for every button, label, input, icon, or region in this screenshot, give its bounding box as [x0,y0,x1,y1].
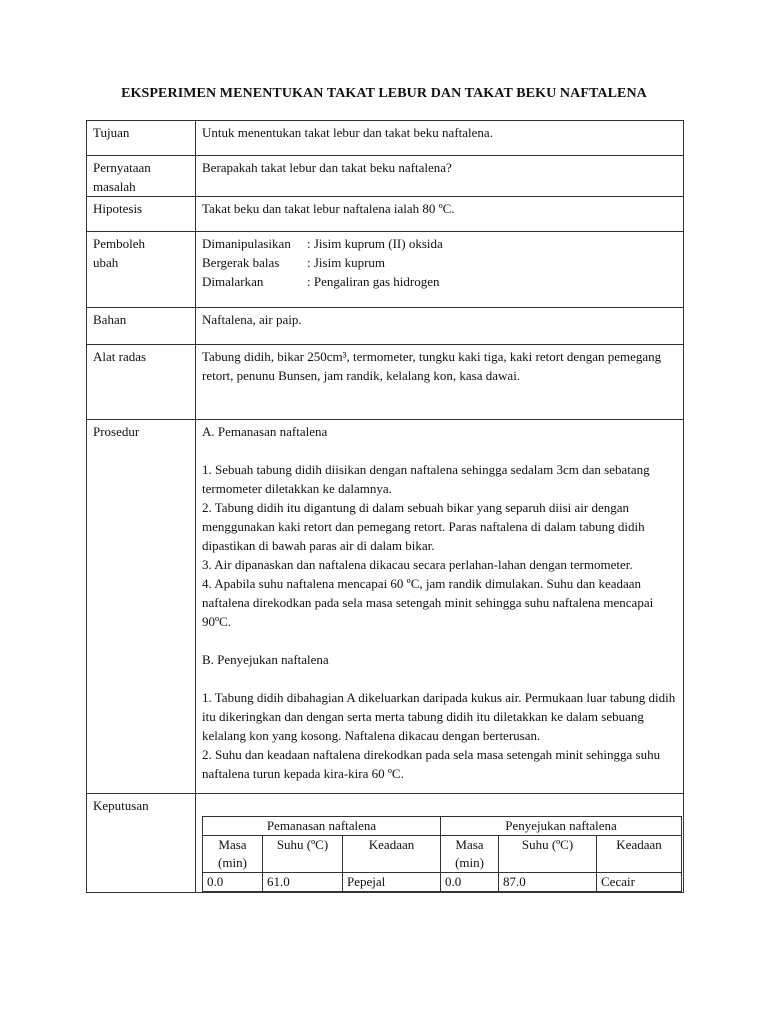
label-bahan: Bahan [87,308,196,345]
table-cell: 61.0 [263,873,343,892]
heating-header: Pemanasan naftalena [203,817,441,836]
section-b-heading: B. Penyejukan naftalena [202,652,329,667]
row-prosedur [87,420,684,794]
row-pemboleh-ubah [87,232,684,308]
procedure-step: 3. Air dipanaskan dan naftalena dikacau secara perlahan-lahan dengan termometer. [202,557,633,572]
text-bahan: Naftalena, air paip. [196,308,684,345]
text-alat-radas: Tabung didih, bikar 250cm³, termometer, tungku kaki tiga, kaki retort dengan pemegang retort, penunu Bunsen, jam randik, kelalang kon, kasa dawai. [196,345,684,420]
procedure-step: 1. Sebuah tabung didih diisikan dengan naftalena sehingga sedalam 3cm dan sebatang termometer diletakkan ke dalamnya. [202,462,650,496]
row-pernyataan-masalah [87,156,684,197]
table-row [203,873,682,892]
variables-list [196,232,684,308]
label-line: ubah [93,255,119,270]
label-keputusan: Keputusan [87,794,196,893]
table-cell: 0.0 [203,873,263,892]
results-header-row [203,817,682,836]
variable-key: Bergerak balas [202,255,280,270]
variable-item [202,272,677,291]
experiment-table [86,120,684,893]
row-alat-radas [87,345,684,420]
label-prosedur: Prosedur [87,420,196,794]
column-header: Suhu (ºC) [263,836,343,873]
section-a-heading: A. Pemanasan naftalena [202,424,328,439]
table-cell: Cecair [597,873,682,892]
table-cell: 87.0 [499,873,597,892]
variable-item [202,234,677,253]
variable-value: : Jisim kuprum [307,255,386,270]
text-tujuan: Untuk menentukan takat lebur dan takat beku naftalena. [196,121,684,156]
column-header: Keadaan [343,836,441,873]
variable-item [202,253,677,272]
column-header: Masa (min) [203,836,263,873]
label-alat-radas: Alat radas [87,345,196,420]
label-tujuan: Tujuan [87,121,196,156]
row-hipotesis [87,197,684,232]
text-pernyataan-masalah: Berapakah takat lebur dan takat beku naftalena? [196,156,684,197]
table-cell: Pepejal [343,873,441,892]
row-tujuan [87,121,684,156]
procedure-step: 2. Tabung didih itu digantung di dalam sebuah bikar yang separuh diisi air dengan menggunakan kaki retort dan pemegang retort. Paras naftalena di dalam tabung didih dipastikan di bawah paras air di dalam bikar. [202,500,645,553]
label-line: masalah [93,179,136,194]
row-bahan [87,308,684,345]
variable-value: : Jisim kuprum (II) oksida [307,236,443,251]
results-table [202,816,682,892]
label-line: Pemboleh [93,236,145,251]
results-column-row [203,836,682,873]
column-header: Keadaan [597,836,682,873]
variable-value: : Pengaliran gas hidrogen [307,274,440,289]
variable-key: Dimanipulasikan [202,236,291,251]
procedure-step: 1. Tabung didih dibahagian A dikeluarkan daripada kukus air. Permukaan luar tabung didih itu dikeringkan dan dengan serta merta tabung didih itu diletakkan ke dalam sebuang kelalang kon yang kosong. Naftalena dikacau dengan berterusan. [202,690,676,743]
column-header: Masa (min) [441,836,499,873]
page-title: EKSPERIMEN MENENTUKAN TAKAT LEBUR DAN TAKAT BEKU NAFTALENA [121,86,647,101]
procedure-step: 4. Apabila suhu naftalena mencapai 60 ºC, jam randik dimulakan. Suhu dan keadaan naftalena direkodkan pada sela masa setengah minit sehingga suhu naftalena mencapai 90ºC. [202,576,654,629]
label-hipotesis: Hipotesis [87,197,196,232]
row-keputusan [87,794,684,893]
label-line: Pernyataan [93,160,151,175]
procedure-step: 2. Suhu dan keadaan naftalena direkodkan pada sela masa setengah minit sehingga suhu naftalena turun kepada kira-kira 60 ºC. [202,747,661,781]
variable-key: Dimalarkan [202,274,264,289]
text-hipotesis: Takat beku dan takat lebur naftalena ialah 80 ºC. [196,197,684,232]
results-cell [196,794,684,893]
cooling-header: Penyejukan naftalena [441,817,682,836]
label-pernyataan-masalah [87,156,196,197]
label-pemboleh-ubah [87,232,196,308]
procedure-content [196,420,684,794]
table-cell: 0.0 [441,873,499,892]
column-header: Suhu (ºC) [499,836,597,873]
